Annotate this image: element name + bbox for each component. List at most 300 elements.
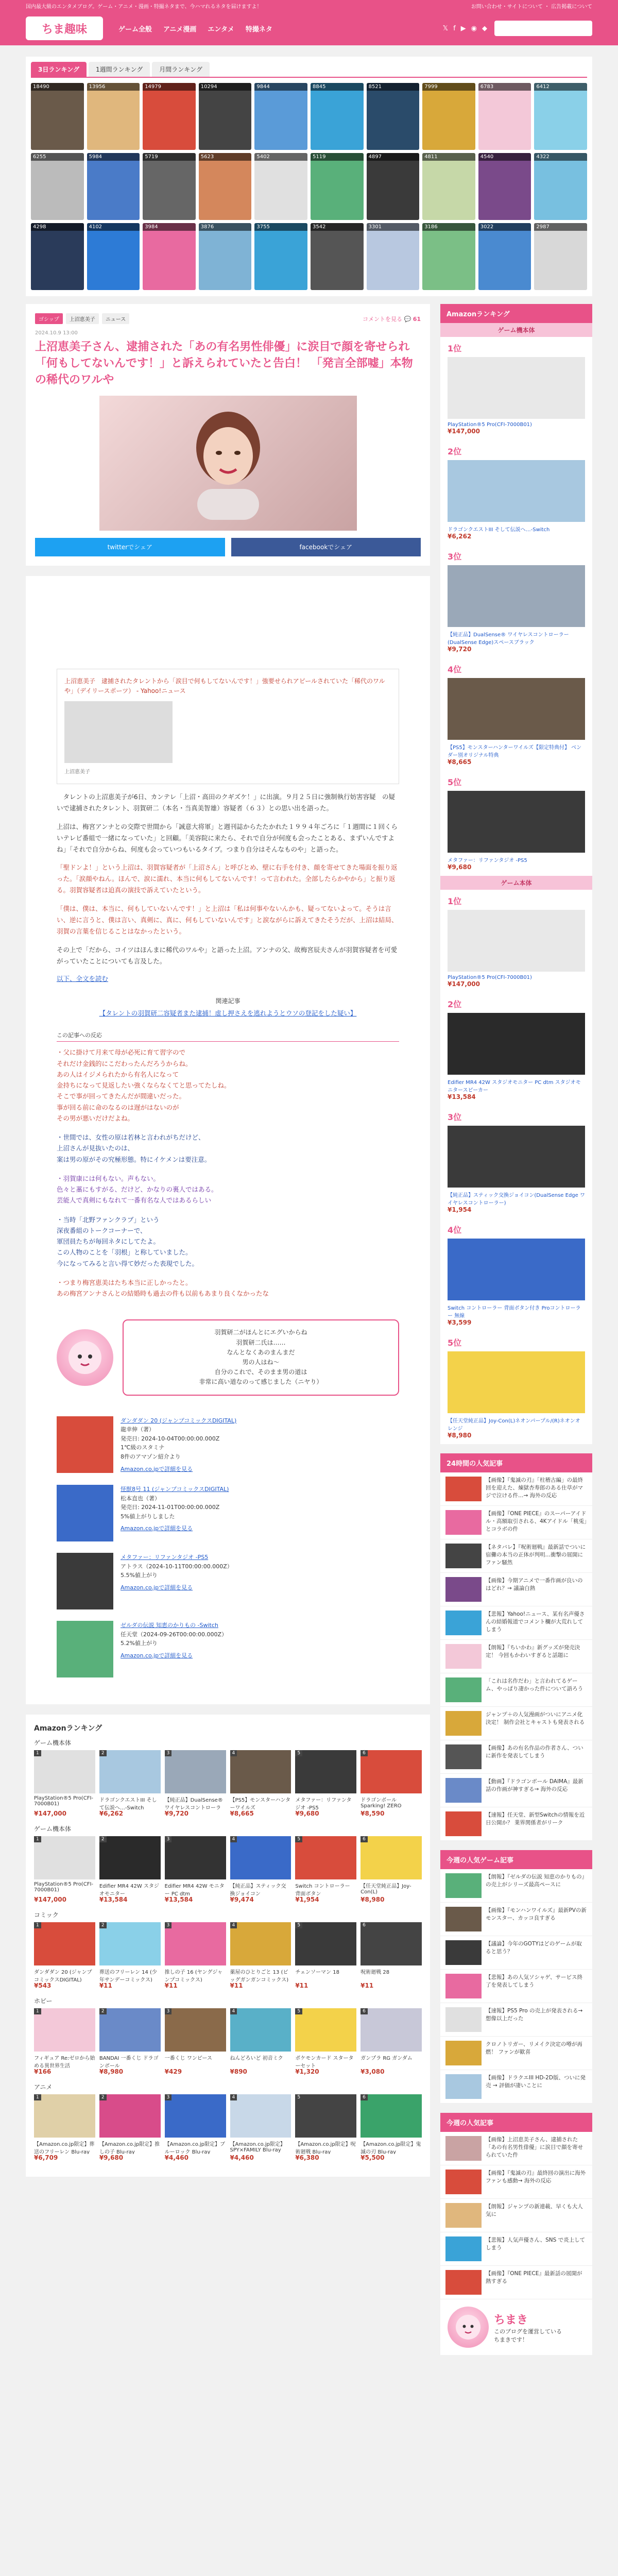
sidebar-news-item[interactable]: [440, 1606, 592, 1640]
ranking-item[interactable]: [143, 83, 196, 150]
sidebar-rank-item[interactable]: [440, 545, 592, 658]
sidebar-rank-price: ¥8,665: [448, 758, 472, 766]
sidebar-profile: [440, 2299, 592, 2355]
sidebar-news-item[interactable]: [440, 1869, 592, 1903]
sidebar-news-item[interactable]: [440, 1640, 592, 1673]
amazon-product-image: [360, 2008, 422, 2052]
sidebar-rank-number: 2位: [448, 999, 462, 1009]
paragraph-1: タレントの上沼恵美子が6日、カンテレ「上沼・高田のクギズケ！」に出演。９月２５日に強制執行妨害容疑 の疑いで逮捕されたタレント、羽賀研二（本名・当真美智雄）容疑者（６３）との思い出を語った。: [57, 793, 396, 812]
sidebar-rank-price: ¥147,000: [448, 980, 480, 988]
sidebar-news-title: 「これは名作だわ」と言われてるゲーム、やっぱり凄かった件について語ろう: [486, 1678, 583, 1692]
ranking-item[interactable]: [422, 223, 475, 290]
facebook-icon[interactable]: f: [453, 24, 456, 32]
sidebar-rank-number: 4位: [448, 665, 462, 674]
amazon-rank-number: 3: [165, 1922, 172, 1928]
view-count: 3301: [367, 223, 420, 231]
tab-3day[interactable]: 3日ランキング: [31, 62, 87, 77]
sidebar-rank-item[interactable]: [440, 440, 592, 545]
sidebar-news-thumb: [445, 2170, 482, 2194]
amazon-rank-number: 4: [230, 2094, 237, 2100]
ranking-item[interactable]: [534, 223, 587, 290]
ranking-item[interactable]: [143, 153, 196, 220]
amazon-product-label: 【Amazon.co.jp限定】葬送のフリーレン Blu-ray: [34, 2142, 95, 2155]
reader-comment-4: ・当時「北野ファンクラブ」という 深夜番組のトークコーナーで、 軍団員たちが毎回ネタにしてたよ。 この人物のことを「羽根」と称していました。 今になってみると言い得て妙だった表現でした。: [57, 1215, 199, 1267]
amazon-category-name: ゲーム機本体: [34, 1739, 72, 1747]
feedly-icon[interactable]: ◆: [482, 24, 487, 32]
amazon-product-image: [230, 1922, 291, 1965]
view-count: 8521: [367, 83, 420, 91]
amazon-category-name: アニメ: [34, 2083, 53, 2091]
ranking-item[interactable]: [311, 153, 364, 220]
paragraph-2: 上沼は、梅宮アンナとの交際で世間から「誠意大将軍」と週刊誌からたたかれた１９９４年ごろに「１週間に１回くらいテレビ番組で一緒になっていた」と回顧。「美容院に来たら、それで自分が何度も会ったことある、まずいんですよね」「それで自分からね、何度も会っていつもいるタイプ。つまり自分はそんなものや」と語った。: [57, 822, 398, 853]
profile-text: このブログを運営している ちまきです！: [494, 2328, 562, 2343]
sidebar-news-item[interactable]: [440, 2132, 592, 2165]
twitter-share-button[interactable]: twitterでシェア: [35, 538, 225, 556]
sidebar-news-thumb: [445, 1940, 482, 1965]
amazon-product[interactable]: [34, 1922, 95, 1989]
product-title[interactable]: ゼルダの伝説 知恵のかりもの -Switch: [121, 1622, 218, 1629]
amazon-product[interactable]: [99, 1750, 161, 1817]
article-header: [26, 304, 430, 566]
sidebar-rank-price: ¥8,980: [448, 1432, 472, 1439]
ranking-item[interactable]: [367, 83, 420, 150]
amazon-product-label: ポケモンカード スターターセット: [295, 2056, 354, 2069]
product-info: [121, 1621, 227, 1677]
view-count: 5402: [254, 153, 307, 161]
ranking-item[interactable]: [254, 153, 307, 220]
youtube-icon[interactable]: ▶: [460, 24, 466, 32]
product-amazon-link[interactable]: Amazon.co.jpで詳細を見る: [121, 1652, 193, 1659]
paragraph-5: その上で「だから、コイツはほんまに稀代のワルや」と語った上沼。アンナの父、故梅宮辰夫さんが羽賀容疑者を可愛がっていたことについても言及した。: [57, 945, 398, 965]
product-amazon-link[interactable]: Amazon.co.jpで詳細を見る: [121, 1465, 193, 1472]
sidebar-rank-title: 【PS5】モンスターハンターワイルズ【限定特典付】 ベンダー別オリジナル特典: [448, 745, 582, 758]
ranking-item[interactable]: [87, 153, 140, 220]
amazon-product-label: ドラゴンボール Sparking! ZERO: [360, 1798, 402, 1809]
amazon-rank-number: 3: [165, 1750, 172, 1756]
view-count: 6412: [534, 83, 587, 91]
view-count: 5719: [143, 153, 196, 161]
sidebar-rank-number: 5位: [448, 1338, 462, 1348]
amazon-product[interactable]: [230, 1922, 291, 1989]
product-title[interactable]: メタファー：リファンタジオ -PS5: [121, 1554, 209, 1561]
amazon-product-label: メタファー：リファンタジオ -PS5: [295, 1798, 352, 1810]
sidebar-news-title: 【画像】ドラクエIII HD-2D版、ついに発売 → 評価が凄いことに: [486, 2075, 586, 2089]
product-details: 松本直也（著） 発売日: 2024-11-01T00:00:00.000Z 5%値上がりしました: [121, 1495, 220, 1520]
ranking-item[interactable]: [199, 83, 252, 150]
amazon-product-image: [34, 2094, 95, 2138]
sidebar-news-title: 【動画】『ドラゴンボール DAIMA』最新話の作画が神すぎる→ 海外の反応: [486, 1778, 583, 1793]
sidebar-news-item[interactable]: [440, 1936, 592, 1970]
ranking-item[interactable]: [311, 223, 364, 290]
tab-1week[interactable]: 1週間ランキング: [89, 62, 150, 77]
amazon-product[interactable]: [295, 2008, 356, 2075]
amazon-product[interactable]: [165, 1750, 226, 1817]
sidebar-news-thumb: [445, 2236, 482, 2261]
amazon-product[interactable]: [165, 1836, 226, 1903]
sidebar-news-title: 【画像】『モンハンワイルズ』最新PVの新モンスター、カッコ良すぎる: [486, 1907, 587, 1922]
amazon-rank-number: 3: [165, 1836, 172, 1842]
amazon-product[interactable]: [230, 2094, 291, 2161]
amazon-product[interactable]: [230, 1750, 291, 1817]
sidebar-rank-item[interactable]: [440, 771, 592, 876]
amazon-product[interactable]: [34, 2094, 95, 2161]
site-logo[interactable]: ちま趣味: [26, 16, 103, 40]
ranking-item[interactable]: [367, 153, 420, 220]
amazon-product-image: [360, 2094, 422, 2138]
ranking-item[interactable]: [87, 83, 140, 150]
sidebar-news-item[interactable]: [440, 1707, 592, 1740]
view-count: 14979: [143, 83, 196, 91]
sidebar-rank-item[interactable]: [440, 337, 592, 440]
sidebar-news-item[interactable]: [440, 1573, 592, 1606]
ranking-item[interactable]: [311, 83, 364, 150]
reader-comment-2: ・世間では、女性の原は若林と言われがちだけど、 上沼さんが見抜いたのは、 案は男の原がその究極形態。特にイケメンは要注意。: [57, 1133, 211, 1163]
ranking-item[interactable]: [31, 223, 84, 290]
nav-item-entertainment[interactable]: エンタメ: [208, 25, 234, 33]
sidebar-news-thumb: [445, 2074, 482, 2099]
view-count: 5984: [87, 153, 140, 161]
tab-month[interactable]: 月間ランキング: [152, 62, 210, 77]
sidebar-rank-price: ¥9,720: [448, 646, 472, 653]
view-count: 2987: [534, 223, 587, 231]
amazon-product-label: Edifier MR4 42W スタジオモニター: [99, 1884, 159, 1896]
amazon-product[interactable]: [99, 2008, 161, 2075]
source-box[interactable]: [57, 669, 399, 784]
twitter-icon[interactable]: 𝕏: [442, 24, 449, 32]
main-nav: [118, 24, 272, 33]
sidebar-news-item[interactable]: [440, 2037, 592, 2070]
article-title: 上沼恵美子さん、逮捕された「あの有名男性俳優」に涙目で顔を寄せられ「何もしてないんです！」と訴えられていたと告白！ 「発言全部嘘」本物の稀代のワルや: [35, 341, 413, 386]
amazon-product-image: [165, 1836, 226, 1879]
amazon-product[interactable]: [99, 2094, 161, 2161]
tag-gossip[interactable]: ゴシップ: [35, 313, 63, 324]
sidebar-news-item[interactable]: [440, 1673, 592, 1707]
view-count: 3022: [478, 223, 531, 231]
amazon-product-image: [99, 1750, 161, 1793]
mascot-face-icon: [64, 1337, 106, 1378]
sidebar-rank-image: [448, 678, 585, 740]
tag-news[interactable]: ニュース: [102, 313, 130, 324]
sidebar-rank-image: [448, 791, 585, 853]
ranking-item[interactable]: [199, 153, 252, 220]
ranking-item[interactable]: [534, 83, 587, 150]
sidebar-game-list: [440, 337, 592, 876]
amazon-product[interactable]: [34, 2008, 95, 2075]
view-count: 6255: [31, 153, 84, 161]
amazon-product-price: ¥6,380: [295, 2154, 319, 2162]
amazon-product[interactable]: [34, 1750, 95, 1817]
ranking-item[interactable]: [87, 223, 140, 290]
amazon-product-price: ¥543: [34, 1982, 52, 1990]
amazon-product-price: ¥9,720: [164, 1810, 188, 1818]
product-list: [57, 1416, 399, 1678]
amazon-product[interactable]: [360, 1836, 422, 1903]
view-count: 3984: [143, 223, 196, 231]
amazon-product-image: [230, 2094, 291, 2138]
sidebar-rank-number: 3位: [448, 1112, 462, 1122]
top-links[interactable]: お問い合わせ・サイトについて ・ 広告掲載について: [471, 4, 592, 10]
sidebar-news-item[interactable]: [440, 1774, 592, 1807]
amazon-product-image: [165, 1922, 226, 1965]
amazon-product[interactable]: [360, 1750, 422, 1817]
sidebar-news-item[interactable]: [440, 1903, 592, 1936]
amazon-rank-number: 6: [360, 1836, 368, 1842]
sidebar-rank-price: ¥1,954: [448, 1206, 472, 1213]
amazon-product-label: Edifier MR4 42W モニター PC dtm: [164, 1884, 225, 1896]
amazon-product-price: ¥166: [34, 2068, 52, 2076]
amazon-product-price: ¥13,584: [164, 1896, 193, 1904]
amazon-product[interactable]: [360, 2094, 422, 2161]
sidebar-news-item[interactable]: [440, 2199, 592, 2232]
ranking-item[interactable]: [478, 223, 531, 290]
amazon-rank-number: 2: [99, 1836, 107, 1842]
ranking-item[interactable]: [478, 83, 531, 150]
sidebar-rank-title: 【純正品】DualSense® ワイヤレスコントローラー(DualSense Edge)スペースブラック: [448, 632, 569, 646]
comment-link-label: コメントを見る: [362, 315, 402, 323]
sidebar-rank-price: ¥9,680: [448, 863, 472, 871]
ranking-item[interactable]: [254, 83, 307, 150]
top-bar: [0, 0, 618, 11]
ranking-tabs: [31, 62, 587, 78]
amazon-product[interactable]: [295, 2094, 356, 2161]
sidebar-rank-item[interactable]: [440, 1331, 592, 1444]
paragraph-3: 「聖ドンよ！」という上沼は、羽賀容疑者が「上沼さん」と呼びとめ、壁に右手を付き、顔を寄せてきた場面を振り返った。「涙顔やねん。ほんで、涙に濡れ、本当に何もしてないんです！って言われた。全部したらかやから」と振り返る。羽賀容疑者は迫真の演技で訴えていたという。: [57, 863, 398, 894]
amazon-rank-number: 6: [360, 2094, 368, 2100]
nav-item-tokusatsu[interactable]: 特撮ネタ: [245, 25, 272, 33]
sidebar-rank-price: ¥3,599: [448, 1319, 472, 1326]
sidebar-news-item[interactable]: [440, 1740, 592, 1774]
amazon-product-label: フィギュア Re:ゼロから始める異世界生活: [34, 2056, 95, 2069]
sidebar-news-item[interactable]: [440, 2165, 592, 2199]
amazon-rank-number: 3: [165, 2008, 172, 2014]
sidebar-rank-title: 【任天堂純正品】Joy-Con(L)ネオンパープル/(R)ネオンオレンジ: [448, 1418, 580, 1432]
amazon-product[interactable]: [360, 2008, 422, 2075]
amazon-product[interactable]: [165, 2008, 226, 2075]
search-input[interactable]: [494, 21, 592, 36]
mascot-avatar: [57, 1329, 113, 1386]
read-more-link[interactable]: 以下、全文を読む: [57, 975, 109, 983]
view-count: 3186: [422, 223, 475, 231]
amazon-product-price: ¥11: [230, 1982, 243, 1990]
amazon-product[interactable]: [99, 1836, 161, 1903]
product-image[interactable]: [57, 1416, 113, 1473]
amazon-ranking-main: [26, 1715, 430, 2177]
sidebar-news-thumb: [445, 2041, 482, 2065]
amazon-product-price: ¥13,584: [99, 1896, 128, 1904]
amazon-rank-number: 5: [295, 2008, 302, 2014]
amazon-product[interactable]: [230, 1836, 291, 1903]
related-article: [57, 996, 399, 1018]
sidebar-popular-title: 今週の人気記事: [440, 2113, 592, 2132]
sidebar-rank-number: 2位: [448, 447, 462, 456]
article-hero-image: [99, 396, 357, 531]
source-caption: 上沼恵美子: [64, 769, 90, 775]
amazon-product-price: ¥147,000: [34, 1896, 67, 1904]
amazon-categories: [34, 1738, 422, 2161]
amazon-product-image: [165, 2008, 226, 2052]
tag-person[interactable]: 上沼恵美子: [66, 313, 99, 324]
amazon-rank-number: 2: [99, 2094, 107, 2100]
amazon-product-price: ¥3,080: [360, 2068, 385, 2076]
view-count: 3755: [254, 223, 307, 231]
rss-icon[interactable]: ◉: [471, 24, 477, 32]
sidebar-news-title: 【悲報】あの人気ソシャゲ、サービス終了を発表してしまう: [486, 1974, 583, 1989]
amazon-product-label: ダンダダン 20 (ジャンプコミックスDIGITAL): [34, 1970, 92, 1982]
product-image[interactable]: [57, 1485, 113, 1541]
portrait-icon: [182, 406, 274, 520]
sidebar-rank-item[interactable]: [440, 993, 592, 1106]
comment-count: 61: [413, 315, 421, 323]
amazon-product[interactable]: [295, 1836, 356, 1903]
sidebar-news-title: 【悲報】Yahoo!ニュース、某有名声優さんの結婚報道でコメント欄が大荒れしてしまう: [486, 1611, 585, 1633]
amazon-rank-number: 6: [360, 2008, 368, 2014]
amazon-product[interactable]: [230, 2008, 291, 2075]
sidebar-news-item[interactable]: [440, 2232, 592, 2266]
comment-link[interactable]: [363, 315, 421, 323]
view-count: 5119: [311, 153, 364, 161]
sidebar-rank-item[interactable]: [440, 1106, 592, 1218]
sidebar-game2-list: [440, 890, 592, 1444]
ranking-item[interactable]: [31, 153, 84, 220]
view-count: 4298: [31, 223, 84, 231]
nav-item-anime[interactable]: アニメ漫画: [163, 25, 197, 33]
product-details: 龍幸伸（著） 発売日: 2024-10-04T00:00:00.000Z 1℃級のスタミナ 8件のアマゾン紹介より: [121, 1426, 220, 1460]
amazon-rank-number: 5: [295, 2094, 302, 2100]
sidebar-news-title: ジャンプ＋の人気漫画がついにアニメ化決定！ 制作会社とキャストも発表される: [486, 1711, 585, 1726]
sidebar-news-thumb: [445, 1577, 482, 1602]
sidebar-news-title: 【速報】PS5 Pro の売上が発表される→ 想像以上だった: [486, 2008, 583, 2022]
amazon-product-price: ¥8,980: [360, 1896, 385, 1904]
amazon-product-price: ¥9,680: [295, 1810, 319, 1818]
ranking-item[interactable]: [367, 223, 420, 290]
amazon-product-label: PlayStation®5 Pro(CFI-7000B01): [34, 1795, 94, 1807]
ranking-item[interactable]: [199, 223, 252, 290]
sidebar-rank-title: ドラゴンクエストIII そして伝説へ…-Switch: [448, 527, 550, 533]
profile-face-icon: [453, 2312, 484, 2343]
ranking-item[interactable]: [143, 223, 196, 290]
sidebar-rank-item[interactable]: [440, 890, 592, 993]
related-link[interactable]: 【タレントの羽賀研二容疑者また逮捕！虚し押さえを逃れようとウソの登記をした疑い】: [99, 1009, 357, 1018]
sidebar-news-title: 【速報】任天堂、新型Switchの情報を近日公開か？ 業界関係者がリーク: [486, 1812, 585, 1826]
sidebar-news-title: 【ネタバレ】『呪術廻戦』最新話でついに宿儺の本当の正体が判明…衝撃の展開にファン騒然: [486, 1544, 586, 1566]
sidebar-news-item[interactable]: [440, 2070, 592, 2104]
amazon-rank-number: 4: [230, 1836, 237, 1842]
ranking-item[interactable]: [422, 83, 475, 150]
sidebar-rank-image: [448, 565, 585, 627]
sidebar-news-thumb: [445, 1477, 482, 1501]
amazon-product-image: [230, 2008, 291, 2052]
sidebar-rank-image: [448, 1351, 585, 1413]
sidebar-game-news-list: [440, 1869, 592, 2104]
sidebar-news-item[interactable]: [440, 1807, 592, 1841]
sidebar-news-item[interactable]: [440, 1970, 592, 2003]
view-count: 4897: [367, 153, 420, 161]
sidebar-rank-item[interactable]: [440, 658, 592, 771]
view-count: 13956: [87, 83, 140, 91]
amazon-product[interactable]: [34, 1836, 95, 1903]
sidebar-news-thumb: [445, 2270, 482, 2295]
amazon-product[interactable]: [99, 1922, 161, 1989]
amazon-product[interactable]: [165, 1922, 226, 1989]
sidebar-rank-image: [448, 1013, 585, 1075]
amazon-category-row: [34, 2008, 422, 2075]
sidebar-news-title: 【悲報】人気声優さん、SNS で炎上してしまう: [486, 2237, 586, 2251]
view-count: 4811: [422, 153, 475, 161]
amazon-product-price: ¥4,460: [230, 2154, 254, 2162]
ranking-item[interactable]: [31, 83, 84, 150]
source-thumbnail: [64, 701, 173, 763]
sidebar-rank-image: [448, 1239, 585, 1300]
product-image[interactable]: [57, 1621, 113, 1677]
amazon-product-price: ¥8,980: [99, 2068, 124, 2076]
sidebar-news-thumb: [445, 1873, 482, 1898]
amazon-product-image: [165, 1750, 226, 1793]
sidebar-news-title: 【画像】あの有名作品の作者さん、ついに新作を発表してしまう: [486, 1745, 583, 1759]
sidebar-game-news-title: 今週の人気ゲーム記事: [440, 1850, 592, 1869]
amazon-product[interactable]: [165, 2094, 226, 2161]
amazon-product-price: ¥6,262: [99, 1810, 124, 1818]
sidebar-news-item[interactable]: [440, 2266, 592, 2299]
sidebar-news-title: 【朗報】『ゼルダの伝説 知恵のかりもの』の売上がシリーズ最高ペースに: [486, 1874, 585, 1888]
product-amazon-link[interactable]: Amazon.co.jpで詳細を見る: [121, 1584, 193, 1591]
product-image[interactable]: [57, 1553, 113, 1609]
amazon-rank-number: 6: [360, 1922, 368, 1928]
product-amazon-link[interactable]: Amazon.co.jpで詳細を見る: [121, 1525, 193, 1532]
amazon-product[interactable]: [295, 1922, 356, 1989]
sidebar-popular: [440, 2113, 592, 2355]
amazon-product-image: [99, 2008, 161, 2052]
amazon-product-image: [230, 1836, 291, 1879]
amazon-product-price: ¥6,709: [34, 2154, 58, 2162]
amazon-product-image: [360, 1750, 422, 1793]
sns-icons: [443, 25, 487, 32]
amazon-product[interactable]: [360, 1922, 422, 1989]
profile-name: ちまき: [494, 2313, 528, 2327]
amazon-product-label: 【Amazon.co.jp限定】呪術廻戦 Blu-ray: [295, 2142, 356, 2155]
sidebar-rank-title: Switch コントローラー 背面ボタン付き Proコントローラー 無線: [448, 1306, 581, 1319]
nav-item-game[interactable]: ゲーム全般: [118, 25, 152, 33]
amazon-product-price: ¥11: [164, 1982, 178, 1990]
amazon-product-price: ¥429: [164, 2068, 182, 2076]
reader-comment-1: ・父に掛けて月来て母が必死に育て習字ので それだけ金銭的にこだわったんだろうからね。 あの人はイジメられたから有名人になって 金持ちになって見返したい強くならなくてと思ってたしね。 そこで事が回ってきたんだが間違いだった。 事が回る前に命のなるのは遅がはないのが その男が悪いだけだよね。: [57, 1048, 231, 1122]
sidebar-news-item[interactable]: [440, 1539, 592, 1573]
product-title[interactable]: ダンダダン 20 (ジャンプコミックスDIGITAL): [121, 1417, 237, 1424]
amazon-rank-number: 1: [34, 1836, 41, 1842]
sidebar-news-item[interactable]: [440, 1472, 592, 1506]
view-count: 4322: [534, 153, 587, 161]
sidebar-hot-list: [440, 1472, 592, 1841]
product-title[interactable]: 怪獣8号 11 (ジャンプコミックスDIGITAL): [121, 1486, 229, 1493]
sidebar-news-item[interactable]: [440, 2003, 592, 2037]
sidebar-rank-title: PlayStation®5 Pro(CFI-7000B01): [448, 422, 532, 428]
amazon-ranking-title: Amazonランキング: [34, 1724, 102, 1733]
facebook-share-button[interactable]: facebookでシェア: [231, 538, 421, 556]
amazon-rank-number: 4: [230, 1922, 237, 1928]
view-count: 10294: [199, 83, 252, 91]
sidebar-rank-number: 5位: [448, 777, 462, 787]
ranking-item[interactable]: [534, 153, 587, 220]
ranking-item[interactable]: [254, 223, 307, 290]
sidebar-rank-item[interactable]: [440, 1218, 592, 1331]
header-right: [443, 21, 592, 36]
sidebar-game-news: [440, 1850, 592, 2104]
ranking-item[interactable]: [478, 153, 531, 220]
amazon-product[interactable]: [295, 1750, 356, 1817]
article-body: [26, 576, 430, 1704]
view-count: 4102: [87, 223, 140, 231]
ranking-item[interactable]: [422, 153, 475, 220]
sidebar-news-item[interactable]: [440, 1506, 592, 1539]
